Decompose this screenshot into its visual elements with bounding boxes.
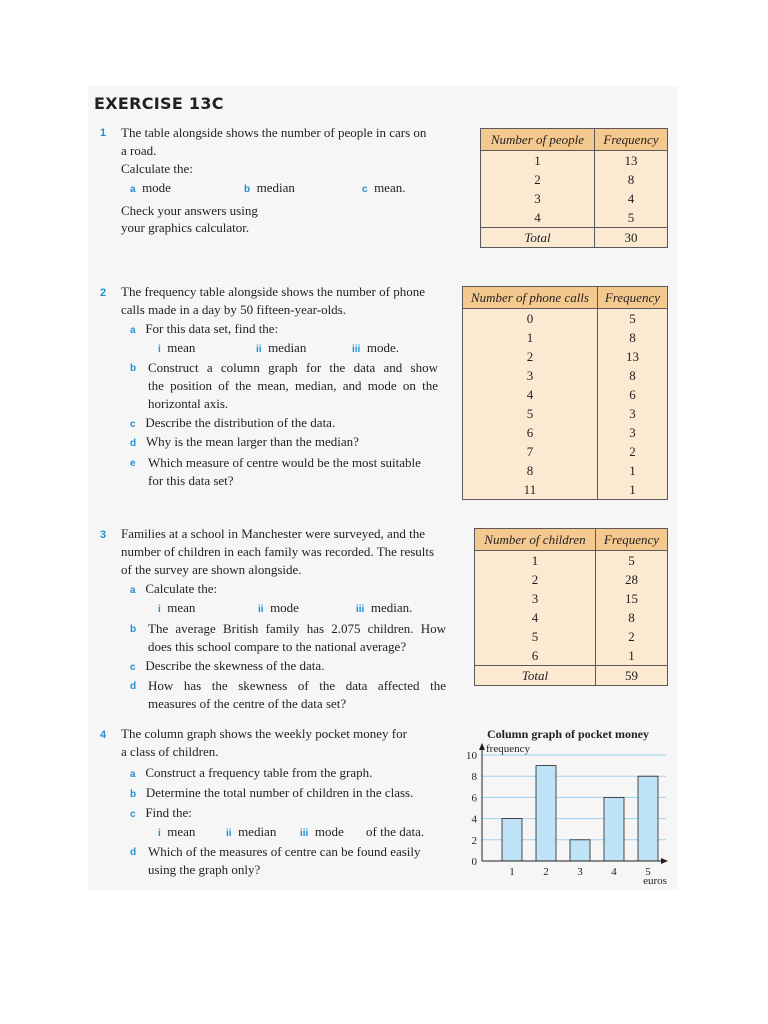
column-header: Number of people [481,129,595,151]
column-header: Frequency [595,529,667,551]
part-text: mean. [374,180,406,195]
part-letter: d [130,438,137,449]
table-cell: 3 [475,589,596,608]
column-header: Number of children [475,529,596,551]
bar [604,797,624,861]
table-cell: 2 [475,570,596,589]
x-tick-label: 3 [577,866,583,878]
table-cell: 8 [597,328,667,347]
y-tick-label: 4 [471,813,477,826]
y-tick-label: 6 [471,792,477,805]
subpart-numeral: ii [226,828,232,839]
part-text: Describe the skewness of the data. [145,658,325,673]
subpart-text: mode [314,824,344,839]
subpart-numeral: iii [352,344,361,355]
table-cell: 1 [597,480,667,500]
part-text: Construct a frequency table from the graph. [145,765,373,780]
y-tick-label: 8 [471,771,477,784]
part-letter: d [130,847,137,858]
part-text: Determine the total number of children in the class. [145,785,414,800]
pocket-money-column-graph [450,724,680,894]
bar [570,840,590,861]
table-cell: 4 [481,208,595,228]
question-number: 1 [100,127,107,139]
subpart-numeral: i [158,344,161,355]
subpart-text: mean [167,600,196,615]
table-cell: 2 [595,627,667,646]
q1-check-line2: your graphics calculator. [121,220,250,235]
table-cell: 7 [463,442,598,461]
part-text: Why is the mean larger than the median? [145,434,359,449]
part-letter: e [130,458,136,469]
subpart-numeral: iii [356,604,365,615]
table-cell: 3 [597,404,667,423]
q4-line1: The column graph shows the weekly pocket money for [121,726,407,741]
subpart-numeral: ii [258,604,264,615]
q3-frequency-table [474,528,668,686]
subpart-text: mode. [366,340,399,355]
q1-line1: The table alongside shows the number of people in cars on [121,125,427,140]
part-letter: c [130,809,136,820]
q4-line2: a class of children. [121,744,219,759]
table-cell: 5 [475,627,596,646]
table-cell: 3 [463,366,598,385]
table-cell: 6 [475,646,596,666]
q4-d-line1: Which of the measures of centre can be found easily [148,844,421,859]
subpart-numeral: i [158,828,161,839]
subpart-numeral: ii [256,344,262,355]
table-cell: 4 [463,385,598,404]
subpart-text: mode [270,600,299,615]
table-cell: 6 [597,385,667,404]
q1-frequency-table [480,128,668,248]
x-axis-arrow [661,858,668,864]
q2-b-line2: the position of the mean, median, and mode on the [148,378,438,393]
question-number: 4 [100,729,107,741]
part-text: Calculate the: [145,581,218,596]
part-letter: b [130,363,137,374]
q1-check-line1: Check your answers using [121,203,258,218]
part-letter: a [130,184,136,195]
part-letter: a [130,325,136,336]
part-letter: b [244,184,251,195]
q2-b-line3: horizontal axis. [148,396,229,411]
total-label: Total [475,666,596,686]
part-text: mode [142,180,171,195]
table-cell: 28 [595,570,667,589]
q1-line3: Calculate the: [121,161,193,176]
table-cell: 5 [463,404,598,423]
x-tick-label: 4 [611,866,617,878]
column-header: Number of phone calls [463,287,598,309]
table-cell: 1 [597,461,667,480]
table-cell: 1 [475,551,596,571]
table-cell: 15 [595,589,667,608]
part-letter: c [130,662,136,673]
total-value: 59 [595,666,667,686]
x-tick-label: 2 [543,866,549,878]
x-axis-label: euros [643,875,667,887]
table-cell: 13 [594,151,667,171]
q2-line2: calls made in a day by 50 fifteen-year-olds. [121,302,346,317]
table-cell: 1 [463,328,598,347]
q3-d-line1: How has the skewness of the data affected the [148,678,446,693]
table-cell: 8 [463,461,598,480]
table-cell: 1 [481,151,595,171]
column-header: Frequency [597,287,667,309]
part-letter: b [130,624,137,635]
question-number: 2 [100,287,107,299]
table-cell: 2 [463,347,598,366]
question-number: 3 [100,529,107,541]
exercise-title: EXERCISE 13C [94,94,224,113]
table-cell: 5 [594,208,667,228]
y-tick-label: 0 [471,856,477,868]
q4-c-tail: of the data. [366,824,425,839]
x-tick-label: 1 [509,866,515,878]
q2-b-line1: Construct a column graph for the data and show [148,360,438,375]
part-letter: a [130,585,136,596]
table-cell: 2 [481,170,595,189]
table-cell: 8 [597,366,667,385]
part-text: For this data set, find the: [145,321,279,336]
bar [536,766,556,861]
q2-e-line1: Which measure of centre would be the most suitable [148,455,421,470]
table-cell: 13 [597,347,667,366]
table-cell: 0 [463,309,598,329]
subpart-text: mean [167,340,196,355]
q1-line2: a road. [121,143,157,158]
column-header: Frequency [594,129,667,151]
part-letter: a [130,769,136,780]
bar [502,819,522,861]
q2-e-line2: for this data set? [148,473,234,488]
q2-line1: The frequency table alongside shows the number of phone [121,284,425,299]
table-cell: 11 [463,480,598,500]
part-letter: d [130,681,137,692]
y-tick-label: 10 [466,750,477,762]
subpart-numeral: iii [300,828,309,839]
subpart-text: median [268,340,307,355]
total-label: Total [481,228,595,248]
table-cell: 5 [595,551,667,571]
part-text: median [256,180,295,195]
table-cell: 4 [594,189,667,208]
table-cell: 3 [481,189,595,208]
x-tick-label: 5 [645,866,651,878]
total-value: 30 [594,228,667,248]
q4-d-line2: using the graph only? [148,862,261,877]
y-tick-label: 2 [471,834,477,847]
table-cell: 8 [595,608,667,627]
subpart-numeral: i [158,604,161,615]
q3-b-line2: does this school compare to the national average? [148,639,407,654]
subpart-text: median. [370,600,413,615]
subpart-text: median [238,824,277,839]
part-letter: c [362,184,368,195]
part-letter: b [130,789,137,800]
part-letter: c [130,419,136,430]
table-cell: 1 [595,646,667,666]
q3-line3: of the survey are shown alongside. [121,562,302,577]
y-axis-arrow [479,743,485,750]
q3-b-line1: The average British family has 2.075 children. How [148,621,446,636]
y-axis-label: frequency [486,743,530,755]
part-text: Find the: [145,805,192,820]
q3-line1: Families at a school in Manchester were surveyed, and the [121,526,425,541]
table-cell: 3 [597,423,667,442]
table-cell: 8 [594,170,667,189]
q3-line2: number of children in each family was recorded. The results [121,544,435,559]
q2-frequency-table [462,286,668,500]
chart-title: Column graph of pocket money [486,727,650,741]
bar [638,776,658,861]
table-cell: 2 [597,442,667,461]
table-cell: 5 [597,309,667,329]
part-text: Describe the distribution of the data. [145,415,336,430]
q3-d-line2: measures of the centre of the data set? [148,696,347,711]
table-cell: 6 [463,423,598,442]
subpart-text: mean [167,824,196,839]
table-cell: 4 [475,608,596,627]
